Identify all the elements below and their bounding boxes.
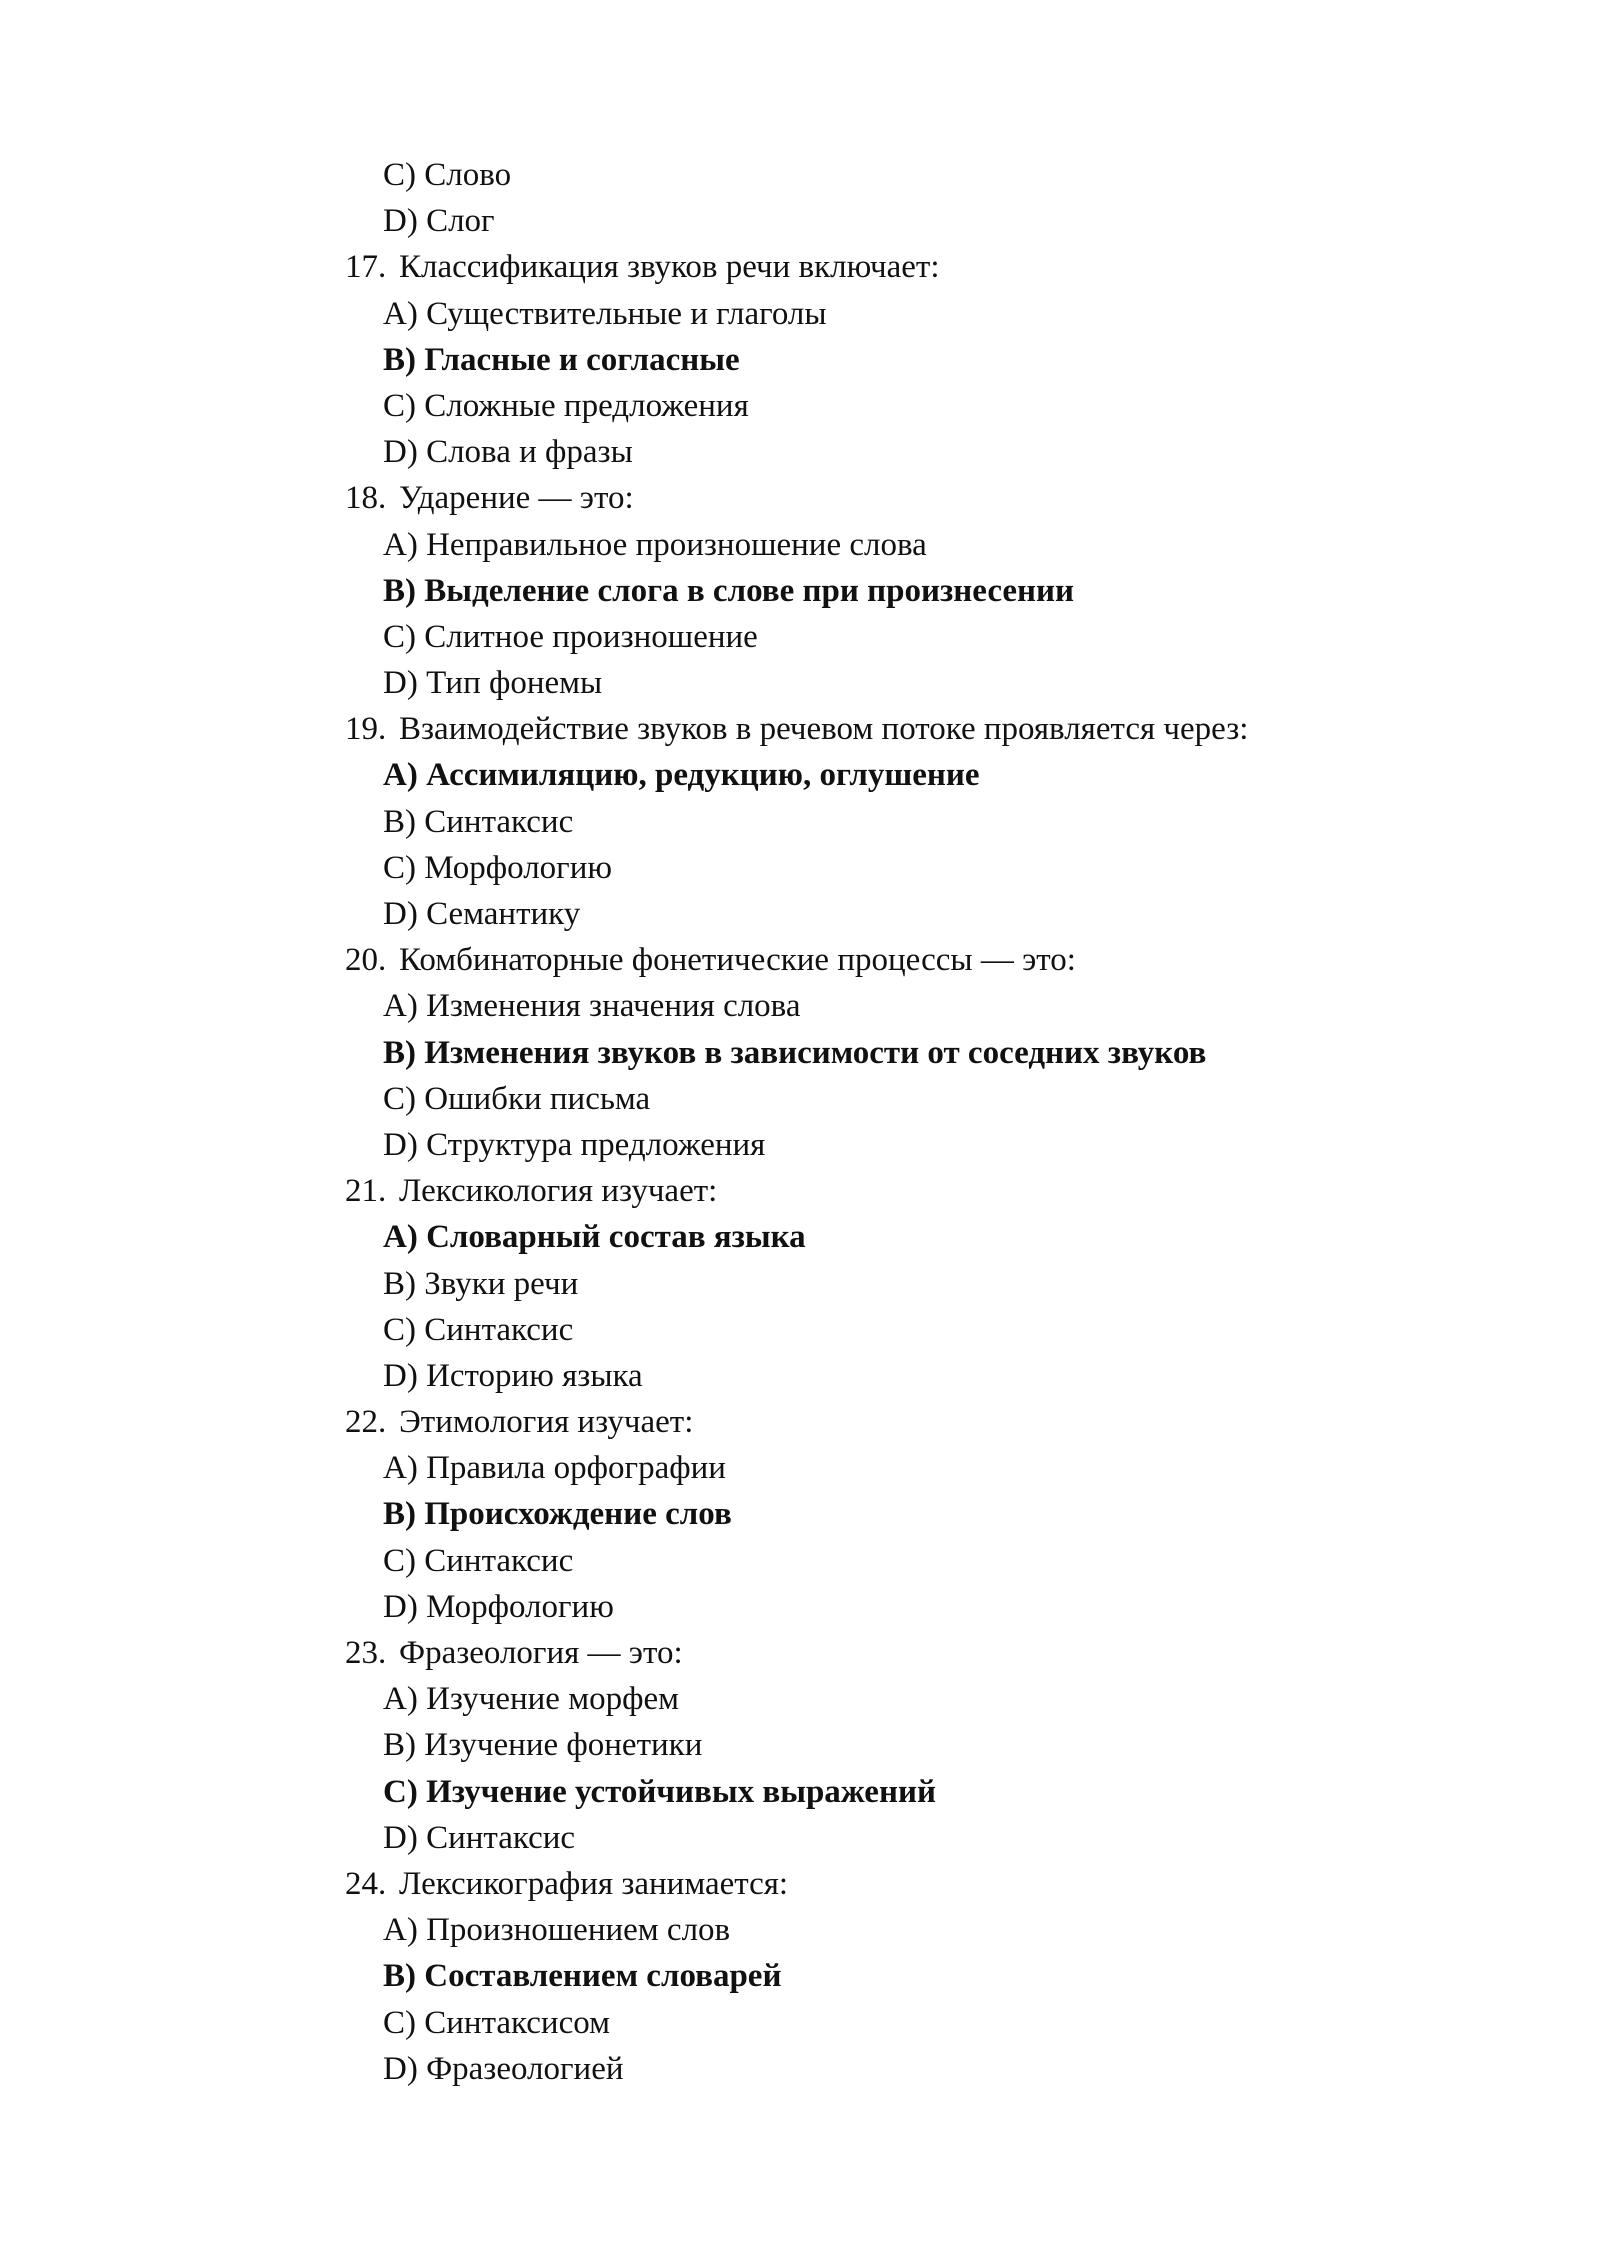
question-block <box>0 475 1600 706</box>
answer-option: C) Сложные предложения <box>383 387 749 424</box>
answer-option: B) Изучение фонетики <box>383 1727 703 1764</box>
answer-option: C) Морфологию <box>383 849 613 886</box>
answer-option: A) Существительные и глаголы <box>383 295 827 332</box>
question-text: Взаимодействие звуков в речевом потоке проявляется через: <box>399 711 1249 748</box>
answer-option: A) Произношением слов <box>383 1912 731 1949</box>
answer-option: D) Слова и фразы <box>383 434 633 471</box>
question-heading <box>0 706 1600 752</box>
question-block <box>0 1861 1600 2092</box>
answer-option: D) Семантику <box>383 896 581 932</box>
answer-option: C) Синтаксис <box>383 1311 574 1348</box>
answer-option: A) Изучение морфем <box>383 1681 680 1718</box>
question-number: 20. <box>345 942 387 979</box>
question-number: 18. <box>345 480 387 517</box>
question-heading <box>0 1168 1600 1214</box>
quiz-page <box>0 152 1600 2092</box>
question-text: Ударение — это: <box>399 480 634 517</box>
question-number: 21. <box>345 1173 387 1210</box>
question-block <box>0 937 1600 1168</box>
question-block <box>0 1630 1600 1861</box>
question-text: Этимология изучает: <box>399 1404 694 1441</box>
answer-option: D) Фразеологией <box>383 2050 624 2087</box>
answer-option: D) Структура предложения <box>383 1126 766 1163</box>
question-text: Классификация звуков речи включает: <box>399 249 940 286</box>
question-number: 23. <box>345 1635 387 1671</box>
answer-option-correct: B) Составлением словарей <box>383 1958 782 1995</box>
question-text: Лексикология изучает: <box>399 1173 718 1210</box>
question-number: 19. <box>345 711 387 748</box>
question-heading <box>0 1630 1600 1676</box>
question-heading <box>0 244 1600 290</box>
answer-option: A) Неправильное произношение слова <box>383 526 927 563</box>
answer-option: C) Слово <box>383 157 512 193</box>
answer-option-correct: A) Словарный состав языка <box>383 1219 806 1256</box>
answer-option-correct: B) Изменения звуков в зависимости от соседних звуков <box>383 1034 1207 1071</box>
answer-option-correct: A) Ассимиляцию, редукцию, оглушение <box>383 757 980 794</box>
question-heading <box>0 475 1600 521</box>
question-heading <box>0 1399 1600 1445</box>
answer-option: D) Тип фонемы <box>383 665 603 702</box>
question-text: Комбинаторные фонетические процессы — это: <box>399 942 1076 979</box>
answer-option: B) Синтаксис <box>383 803 574 840</box>
answer-option: D) Слог <box>383 203 495 240</box>
answer-option: C) Ошибки письма <box>383 1080 651 1117</box>
answer-option: C) Слитное произношение <box>383 618 758 655</box>
question-text: Лексикография занимается: <box>399 1865 789 1902</box>
question-block <box>0 1168 1600 1399</box>
question-block <box>0 244 1600 475</box>
question-block <box>0 1399 1600 1630</box>
question-list <box>0 244 1600 2092</box>
question-number: 22. <box>345 1404 387 1441</box>
answer-option: C) Синтаксисом <box>383 2004 610 2041</box>
answer-option: D) Синтаксис <box>383 1819 576 1856</box>
question-heading <box>0 937 1600 983</box>
answer-option: A) Изменения значения слова <box>383 988 801 1025</box>
answer-option: A) Правила орфографии <box>383 1450 726 1487</box>
question-heading <box>0 1861 1600 1907</box>
answer-option: C) Синтаксис <box>383 1542 574 1579</box>
question-number: 17. <box>345 249 387 286</box>
question-number: 24. <box>345 1865 387 1902</box>
answer-option-correct: B) Выделение слога в слове при произнесении <box>383 572 1075 609</box>
answer-option: B) Звуки речи <box>383 1265 579 1302</box>
question-block <box>0 706 1600 937</box>
answer-option: D) Морфологию <box>383 1588 614 1625</box>
answer-option-correct: C) Изучение устойчивых выражений <box>383 1773 936 1810</box>
question-text: Фразеология — это: <box>399 1635 683 1671</box>
answer-option: D) Историю языка <box>383 1357 643 1394</box>
answer-option-correct: B) Гласные и согласные <box>383 341 740 378</box>
answer-option-correct: B) Происхождение слов <box>383 1496 732 1533</box>
